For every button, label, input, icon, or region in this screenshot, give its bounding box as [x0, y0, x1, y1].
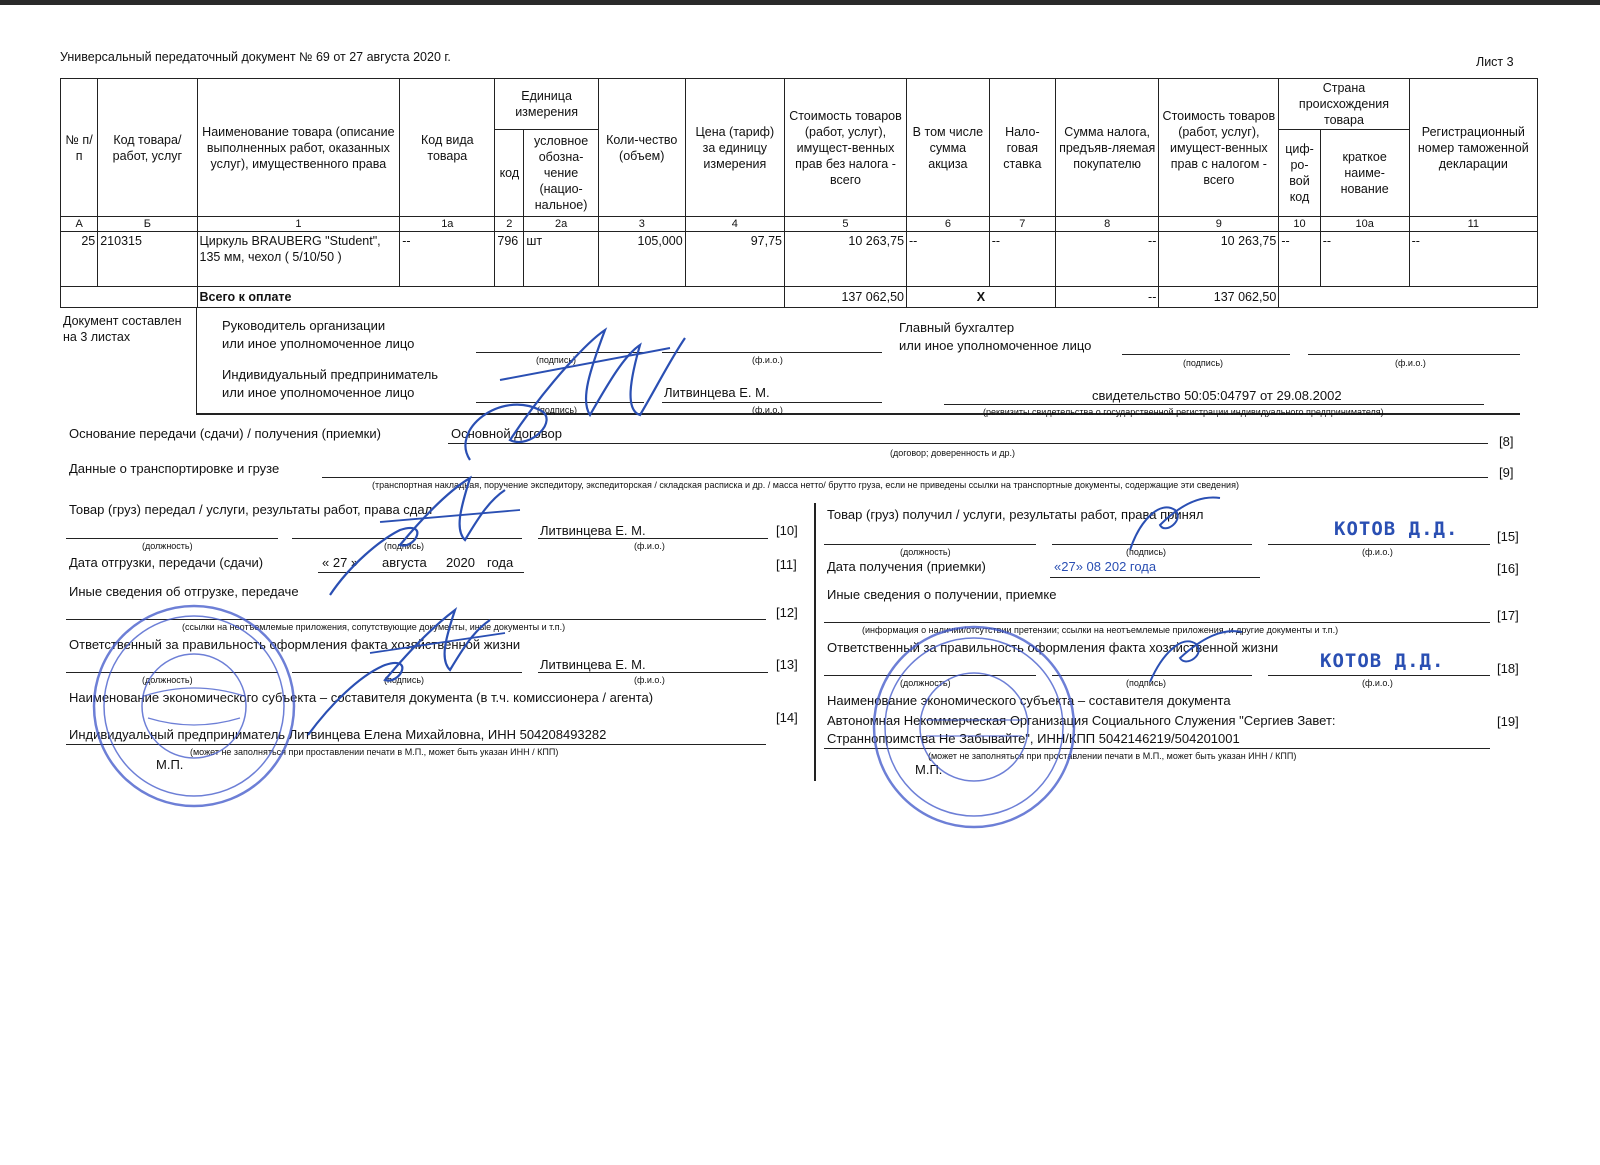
certificate-caption: (реквизиты свидетельства о государственной регистрации индивидуального предпринимателя)	[983, 407, 1384, 417]
received-handwritten-signature-icon	[1120, 490, 1230, 560]
index-cell: А	[61, 217, 98, 232]
left-responsible-name: Литвинцева Е. М.	[540, 657, 646, 672]
header-unit-name: условное обозна-чение (нацио-нальное)	[524, 130, 598, 217]
index-cell: 7	[989, 217, 1055, 232]
cell-tax: --	[1055, 232, 1158, 287]
received-label: Товар (груз) получил / услуги, результаты работ, права принял	[827, 507, 1204, 522]
left-entity-label: Наименование экономического субъекта – составителя документа (в т.ч. комиссионера / агента)	[69, 690, 654, 705]
index-cell: Б	[98, 217, 197, 232]
right-resp-position-caption: (должность)	[900, 678, 951, 688]
right-resp-fio-caption: (ф.и.о.)	[1362, 678, 1393, 688]
left-resp-sign-caption: (подпись)	[384, 675, 425, 685]
header-cost-with-tax: Стоимость товаров (работ, услуг), имущест-венных прав с налогом - всего	[1159, 79, 1279, 217]
left-resp-fio-line	[538, 672, 768, 673]
signature-block-divider	[196, 308, 197, 414]
chief-acc-sign-caption: (подпись)	[1183, 358, 1224, 368]
index-cell: 2	[495, 217, 524, 232]
header-unit-code: код	[495, 130, 524, 217]
index-cell: 9	[1159, 217, 1279, 232]
ship-date-day: « 27 »	[322, 555, 359, 570]
ship-date-label: Дата отгрузки, передачи (сдачи)	[69, 555, 264, 570]
scan-top-edge	[0, 0, 1600, 5]
cell-qty: 105,000	[598, 232, 685, 287]
right-responsible-name-stamp: КОТОВ Д.Д.	[1320, 650, 1445, 672]
receive-other-label: Иные сведения о получении, приемке	[827, 587, 1057, 602]
received-fio-caption: (ф.и.о.)	[1362, 547, 1393, 557]
header-unit-group: Единица измерения	[495, 79, 598, 130]
cell-num: 25	[61, 232, 98, 287]
chief-acc-fio-caption: (ф.и.о.)	[1395, 358, 1426, 368]
field-number-14: [14]	[776, 710, 798, 725]
handed-name: Литвинцева Е. М.	[540, 523, 646, 538]
head-label-2: или иное уполномоченное лицо	[222, 336, 415, 351]
received-position-line	[824, 544, 1036, 545]
cell-price: 97,75	[685, 232, 784, 287]
ship-date-year: 2020	[446, 555, 475, 570]
chief-acc-fio-line	[1308, 354, 1520, 355]
cell-cost-no-tax: 10 263,75	[784, 232, 906, 287]
right-entity-caption: (может не заполняться при проставлении печати в М.П., может быть указан ИНН / КПП)	[928, 751, 1297, 761]
total-label: Всего к оплате	[197, 287, 784, 308]
header-country-name: краткое наиме-нование	[1320, 130, 1409, 217]
cell-unit-code: 796	[495, 232, 524, 287]
total-tax: --	[1055, 287, 1158, 308]
total-cost-no-tax: 137 062,50	[784, 287, 906, 308]
chief-acc-sign-line	[1122, 354, 1290, 355]
cell-country-code: --	[1279, 232, 1320, 287]
header-qty: Коли-чество (объем)	[598, 79, 685, 217]
handed-fio-line	[538, 538, 768, 539]
transport-caption: (транспортная накладная, поручение экспедитору, экспедиторская / складская расписка и др. / масса нетто/ брутто груза, если не приведены ссылки на транспортные документы, содержащие эти сведения)	[372, 480, 1239, 490]
receive-date-label: Дата получения (приемки)	[827, 559, 986, 574]
cell-rate: --	[989, 232, 1055, 287]
header-cost-no-tax: Стоимость товаров (работ, услуг), имущест-венных прав без налога - всего	[784, 79, 906, 217]
handed-sign-caption: (подпись)	[384, 541, 425, 551]
header-declaration: Регистрационный номер таможенной декларации	[1409, 79, 1537, 217]
cell-declaration: --	[1409, 232, 1537, 287]
ip-name: Литвинцева Е. М.	[664, 385, 770, 400]
field-number-15: [15]	[1497, 529, 1519, 544]
chief-acc-label-2: или иное уполномоченное лицо	[899, 338, 1092, 353]
goods-table	[60, 78, 1538, 308]
header-rate: Нало-говая ставка	[989, 79, 1055, 217]
field-number-17: [17]	[1497, 608, 1519, 623]
left-mp: М.П.	[156, 757, 184, 772]
field-number-16: [16]	[1497, 561, 1519, 576]
field-number-10: [10]	[776, 523, 798, 538]
table-header-row-1	[61, 79, 1538, 130]
index-cell: 1а	[400, 217, 495, 232]
head-handwritten-signature-icon	[440, 320, 700, 480]
header-name: Наименование товара (описание выполненных работ, оказанных услуг), имущественного права	[197, 79, 400, 217]
halves-divider	[814, 503, 816, 781]
right-entity-value-2: Страннопримства Не Забывайте", ИНН/КПП 5042146219/504201001	[827, 731, 1240, 746]
index-cell: 3	[598, 217, 685, 232]
right-resp-fio-line	[1268, 675, 1490, 676]
doc-composed-note: Документ составлен на 3 листах	[63, 314, 182, 344]
receive-other-caption: (информация о наличии/отсутствии претензии; ссылки на неотъемлемые приложения, и другие документы и т.п.)	[862, 625, 1339, 635]
handed-handwritten-signature-icon	[320, 470, 530, 610]
sheet-number: Лист 3	[1476, 55, 1514, 69]
header-price: Цена (тариф) за единицу измерения	[685, 79, 784, 217]
field-number-8: [8]	[1499, 434, 1514, 449]
received-fio-line	[1268, 544, 1490, 545]
received-name-stamp: КОТОВ Д.Д.	[1334, 518, 1459, 540]
handed-position-caption: (должность)	[142, 541, 193, 551]
basis-label: Основание передачи (сдачи) / получения (приемки)	[69, 426, 381, 441]
right-entity-value-1: Автономная Некоммерческая Организация Социального Служения "Сергиев Завет:	[827, 713, 1336, 728]
received-sign-caption: (подпись)	[1126, 547, 1167, 557]
receive-date-line	[1050, 577, 1260, 578]
right-mp: М.П.	[915, 762, 943, 777]
right-resp-sign-caption: (подпись)	[1126, 678, 1167, 688]
basis-caption: (договор; доверенность и др.)	[890, 448, 1016, 458]
handed-label: Товар (груз) передал / услуги, результаты работ, права сдал	[69, 502, 433, 517]
header-num: № п/п	[61, 79, 98, 217]
total-excise: X	[907, 287, 1056, 308]
handed-fio-caption: (ф.и.о.)	[634, 541, 665, 551]
index-cell: 5	[784, 217, 906, 232]
ip-label-2: или иное уполномоченное лицо	[222, 385, 415, 400]
index-cell: 6	[907, 217, 990, 232]
field-number-11: [11]	[776, 557, 797, 572]
header-country-code: циф-ро-вой код	[1279, 130, 1320, 217]
index-cell: 10а	[1320, 217, 1409, 232]
index-cell: 10	[1279, 217, 1320, 232]
head-sign-caption: (подпись)	[536, 355, 577, 365]
header-country-group: Страна происхождения товара	[1279, 79, 1409, 130]
receive-date-value: «27» 08 202 года	[1054, 559, 1157, 574]
left-resp-position-caption: (должность)	[142, 675, 193, 685]
chief-acc-label-1: Главный бухгалтер	[899, 320, 1015, 335]
handed-position-line	[66, 538, 278, 539]
field-number-12: [12]	[776, 605, 798, 620]
header-kind-code: Код вида товара	[400, 79, 495, 217]
basis-value: Основной договор	[451, 426, 562, 441]
buyer-round-stamp	[864, 620, 1084, 834]
ip-label-1: Индивидуальный предприниматель	[222, 367, 439, 382]
certificate-text: свидетельство 50:05:04797 от 29.08.2002	[1092, 388, 1342, 403]
field-number-18: [18]	[1497, 661, 1519, 676]
header-code: Код товара/ работ, услуг	[98, 79, 197, 217]
total-cost-with-tax: 137 062,50	[1159, 287, 1279, 308]
ship-other-label: Иные сведения об отгрузке, передаче	[69, 584, 299, 599]
field-number-9: [9]	[1499, 465, 1514, 480]
index-cell: 11	[1409, 217, 1537, 232]
header-tax: Сумма налога, предъяв-ляемая покупателю	[1055, 79, 1158, 217]
field-number-19: [19]	[1497, 714, 1519, 729]
total-blank	[61, 287, 198, 308]
certificate-line	[944, 404, 1484, 405]
table-index-row	[61, 217, 1538, 232]
header-excise: В том числе сумма акциза	[907, 79, 990, 217]
field-number-13: [13]	[776, 657, 798, 672]
left-entity-value: Индивидуальный предприниматель Литвинцева Елена Михайловна, ИНН 504208493282	[69, 727, 607, 742]
total-blank-right	[1279, 287, 1538, 308]
transport-label: Данные о транспортировке и грузе	[69, 461, 280, 476]
right-entity-label: Наименование экономического субъекта – составителя документа	[827, 693, 1231, 708]
ship-date-suffix: года	[487, 555, 514, 570]
received-position-caption: (должность)	[900, 547, 951, 557]
left-resp-fio-caption: (ф.и.о.)	[634, 675, 665, 685]
cell-excise: --	[907, 232, 990, 287]
cell-country-name: --	[1320, 232, 1409, 287]
ip-sign-caption: (подпись)	[537, 405, 578, 415]
table-row	[61, 232, 1538, 287]
left-entity-caption: (может не заполняться при проставлении печати в М.П., может быть указан ИНН / КПП)	[190, 747, 559, 757]
index-cell: 4	[685, 217, 784, 232]
index-cell: 2а	[524, 217, 598, 232]
index-cell: 1	[197, 217, 400, 232]
cell-code: 210315	[98, 232, 197, 287]
responsible-handwritten-signature-icon	[300, 595, 510, 745]
cell-unit-name: шт	[524, 232, 598, 287]
right-responsible-label: Ответственный за правильность оформления факта хозяйственной жизни	[827, 640, 1279, 655]
cell-kind-code: --	[400, 232, 495, 287]
document-title: Универсальный передаточный документ № 69 от 27 августа 2020 г.	[60, 50, 451, 64]
ship-date-month: августа	[382, 555, 427, 570]
cell-cost-with-tax: 10 263,75	[1159, 232, 1279, 287]
table-total-row	[61, 287, 1538, 308]
index-cell: 8	[1055, 217, 1158, 232]
ip-fio-caption: (ф.и.о.)	[752, 405, 783, 415]
ship-other-caption: (ссылки на неотъемлемые приложения, сопутствующие документы, иные документы и т.п.)	[182, 622, 566, 632]
seller-round-stamp	[84, 600, 304, 812]
head-fio-caption: (ф.и.о.)	[752, 355, 783, 365]
cell-name: Циркуль BRAUBERG "Student", 135 мм, чехол ( 5/10/50 )	[197, 232, 400, 287]
left-responsible-label: Ответственный за правильность оформления факта хозяйственной жизни	[69, 637, 521, 652]
right-responsible-handwritten-signature-icon	[1140, 622, 1250, 692]
head-label-1: Руководитель организации	[222, 318, 386, 333]
